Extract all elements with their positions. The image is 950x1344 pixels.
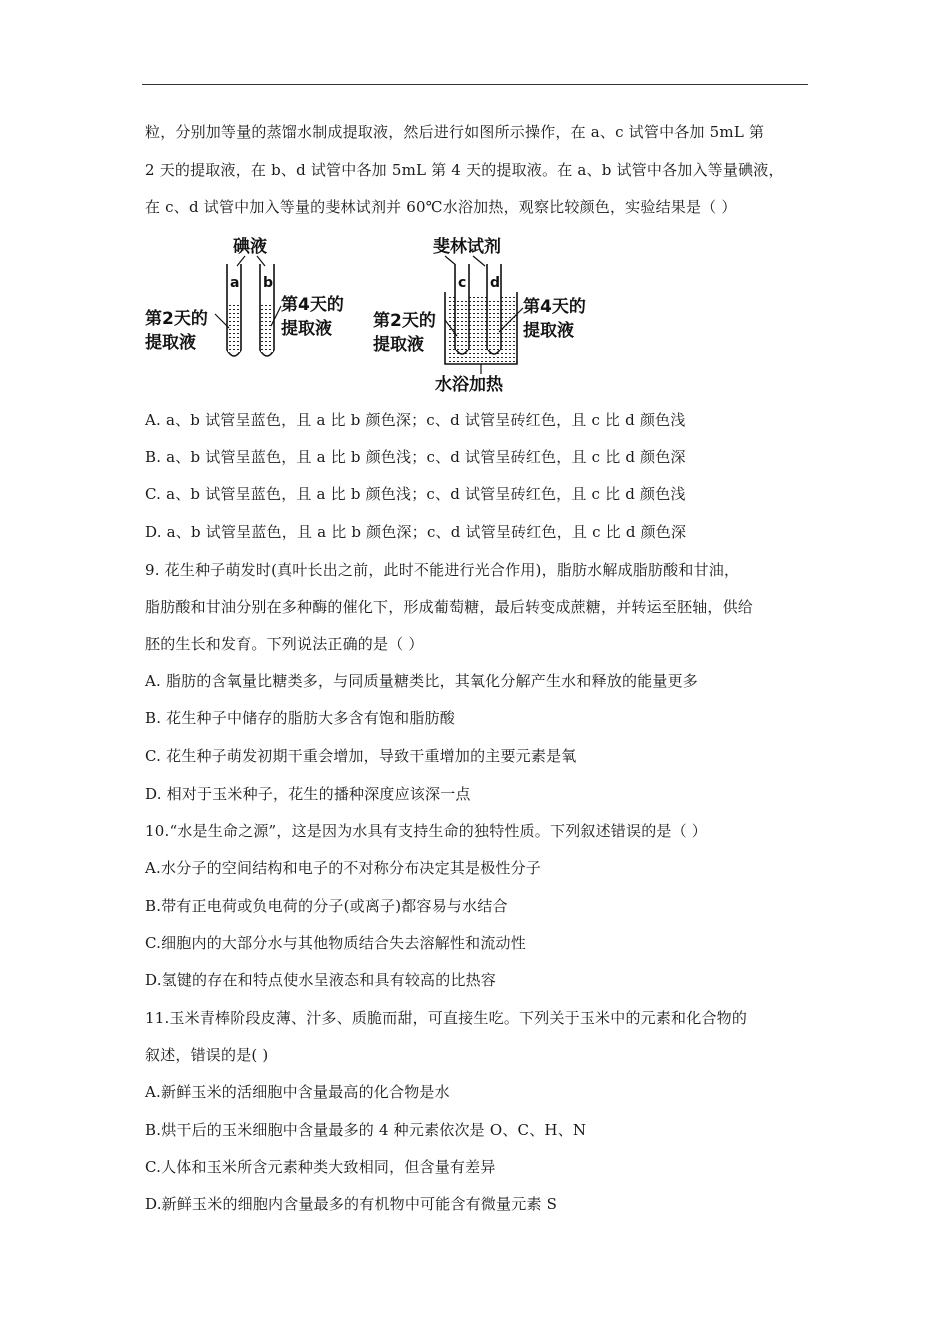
q10-option-d: D.氢键的存在和特点使水呈液态和具有较高的比热容 <box>145 971 497 989</box>
q10-option-a: A.水分子的空间结构和电子的不对称分布决定其是极性分子 <box>145 859 542 877</box>
q10-option-b: B.带有正电荷或负电荷的分子(或离子)都容易与水结合 <box>145 897 508 915</box>
q9-option-b: B. 花生种子中储存的脂肪大多含有饱和脂肪酸 <box>145 709 455 727</box>
q8-stem-line-1: 粒，分别加等量的蒸馏水制成提取液，然后进行如图所示操作，在 a、c 试管中各加 5mL 第 <box>145 123 765 141</box>
left-day4-line2: 提取液 <box>281 319 332 339</box>
right-day2-line2: 提取液 <box>373 335 424 355</box>
label-water-bath: 水浴加热 <box>435 375 503 395</box>
q11-stem-line-2: 叙述，错误的是( ) <box>145 1046 269 1064</box>
q8-option-b: B. a、b 试管呈蓝色，且 a 比 b 颜色浅；c、d 试管呈砖红色，且 c 比 d 颜色深 <box>145 448 686 466</box>
q8-option-d: D. a、b 试管呈蓝色，且 a 比 b 颜色深；c、d 试管呈砖红色，且 c 比 d 颜色深 <box>145 523 687 541</box>
q8-experiment-figure <box>145 232 615 397</box>
left-day2-line2: 提取液 <box>145 333 196 353</box>
tube-c <box>455 264 469 354</box>
q9-stem-line-3: 胚的生长和发育。下列说法正确的是（ ） <box>145 635 424 653</box>
q11-option-c: C.人体和玉米所含元素种类大致相同，但含量有差异 <box>145 1158 496 1176</box>
pointer-iodine-b <box>257 256 265 266</box>
left-day4-line1: 第4天的 <box>281 295 344 315</box>
q11-option-d: D.新鲜玉米的细胞内含量最多的有机物中可能含有微量元素 S <box>145 1195 558 1213</box>
label-iodine: 碘液 <box>233 237 267 257</box>
q9-option-a: A. 脂肪的含氧量比糖类多，与同质量糖类比，其氧化分解产生水和释放的能量更多 <box>145 672 698 690</box>
header-rule <box>142 84 808 85</box>
tube-a-label: a <box>230 275 240 291</box>
tube-d-label: d <box>490 275 501 291</box>
q11-stem-line-1: 11.玉米青棒阶段皮薄、汁多、质脆而甜，可直接生吃。下列关于玉米中的元素和化合物的 <box>145 1009 748 1027</box>
q11-option-b: B.烘干后的玉米细胞中含量最多的 4 种元素依次是 O、C、H、N <box>145 1121 587 1139</box>
right-day4-line1: 第4天的 <box>523 297 586 317</box>
q8-option-c: C. a、b 试管呈蓝色，且 a 比 b 颜色浅；c、d 试管呈砖红色，且 c 比 d 颜色浅 <box>145 485 686 503</box>
q9-stem-line-1: 9. 花生种子萌发时(真叶长出之前，此时不能进行光合作用)，脂肪水解成脂肪酸和甘油， <box>145 561 740 579</box>
q11-option-a: A.新鲜玉米的活细胞中含量最高的化合物是水 <box>145 1083 450 1101</box>
tube-a <box>227 264 241 356</box>
tube-c-label: c <box>458 275 467 291</box>
q8-stem-line-3: 在 c、d 试管中加入等量的斐林试剂并 60℃水浴加热，观察比较颜色，实验结果是（ ） <box>145 198 737 216</box>
right-day4-line2: 提取液 <box>523 321 574 341</box>
tube-d <box>487 264 501 354</box>
q8-stem-line-2: 2 天的提取液，在 b、d 试管中各加 5mL 第 4 天的提取液。在 a、b 试管中各加入等量碘液， <box>145 161 784 179</box>
right-day2-line1: 第2天的 <box>373 311 436 331</box>
q10-stem: 10.“水是生命之源”，这是因为水具有支持生命的独特性质。下列叙述错误的是（ ） <box>145 822 707 840</box>
q9-option-d: D. 相对于玉米种子，花生的播种深度应该深一点 <box>145 785 471 803</box>
left-day2-line1: 第2天的 <box>145 309 208 329</box>
q8-option-a: A. a、b 试管呈蓝色，且 a 比 b 颜色深；c、d 试管呈砖红色，且 c 比 d 颜色浅 <box>145 411 686 429</box>
label-fehling: 斐林试剂 <box>433 237 501 257</box>
test-tube-diagram <box>145 232 615 397</box>
tube-b <box>260 264 274 356</box>
pointer-fehling-d <box>473 256 485 266</box>
q9-option-c: C. 花生种子萌发初期干重会增加，导致干重增加的主要元素是氧 <box>145 747 577 765</box>
tube-b-label: b <box>263 275 274 291</box>
q10-option-c: C.细胞内的大部分水与其他物质结合失去溶解性和流动性 <box>145 934 526 952</box>
q9-stem-line-2: 脂肪酸和甘油分别在多种酶的催化下，形成葡萄糖，最后转变成蔗糖，并转运至胚轴，供给 <box>145 598 754 616</box>
